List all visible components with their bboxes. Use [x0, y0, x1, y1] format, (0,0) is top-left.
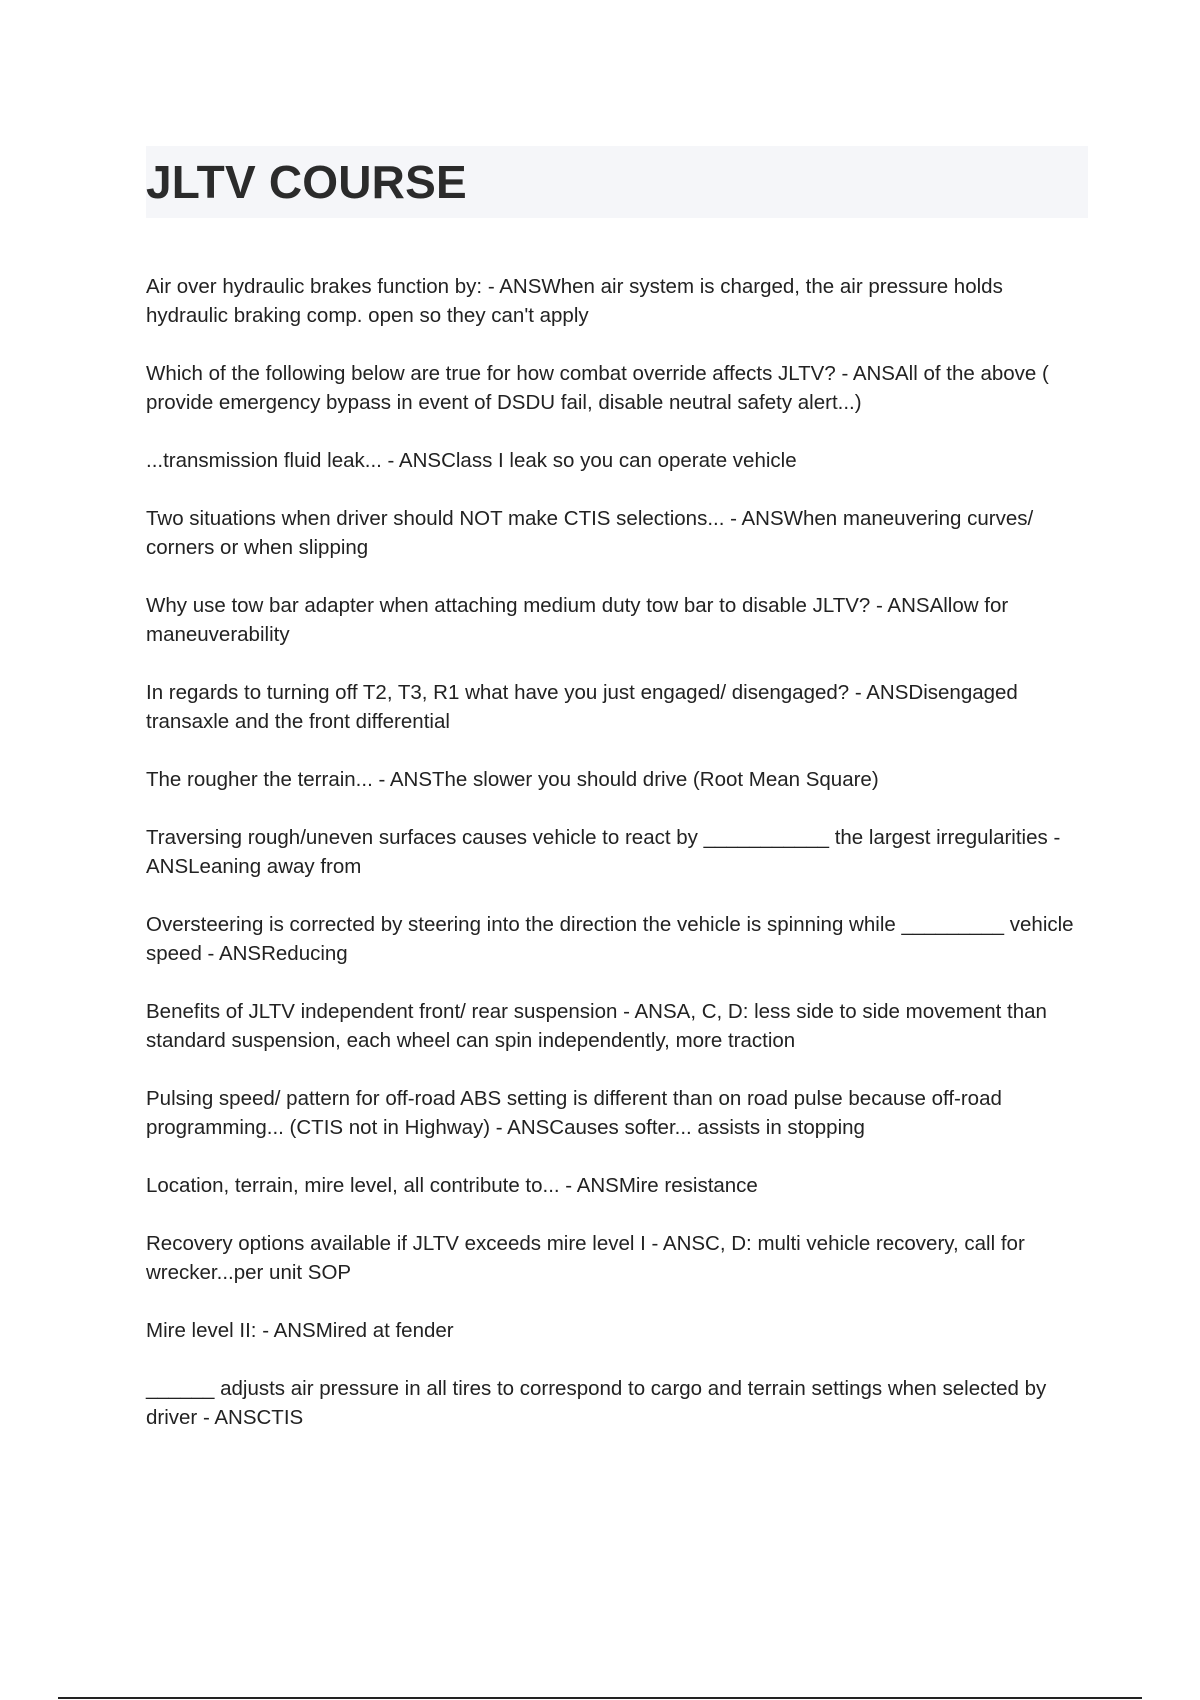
qa-item: Recovery options available if JLTV exceeds mire level I - ANSC, D: multi vehicle recovery, call for wrecker...per unit SOP — [146, 1232, 1025, 1284]
qa-item: Pulsing speed/ pattern for off-road ABS setting is different than on road pulse because off-road programming... (CTIS not in Highway) - ANSCauses softer... assists in stopping — [146, 1087, 1002, 1139]
footer-divider — [58, 1697, 1142, 1699]
qa-item: ______ adjusts air pressure in all tires to correspond to cargo and terrain settings when selected by driver - ANSCTIS — [146, 1377, 1047, 1429]
qa-item: ...transmission fluid leak... - ANSClass I leak so you can operate vehicle — [146, 449, 797, 472]
qa-item: The rougher the terrain... - ANSThe slower you should drive (Root Mean Square) — [146, 768, 879, 791]
qa-item: Why use tow bar adapter when attaching medium duty tow bar to disable JLTV? - ANSAllow for maneuverability — [146, 594, 1009, 646]
qa-item: Which of the following below are true for how combat override affects JLTV? - ANSAll of the above ( provide emergency bypass in event of DSDU fail, disable neutral safety alert...) — [146, 362, 1049, 414]
qa-item: Traversing rough/uneven surfaces causes vehicle to react by ___________ the largest irregularities - ANSLeaning away from — [146, 826, 1061, 878]
qa-item: Oversteering is corrected by steering into the direction the vehicle is spinning while _________ vehicle speed - ANSReducing — [146, 913, 1074, 965]
qa-item: Two situations when driver should NOT make CTIS selections... - ANSWhen maneuvering curves/ corners or when slipping — [146, 507, 1034, 559]
qa-item: In regards to turning off T2, T3, R1 what have you just engaged/ disengaged? - ANSDisengaged transaxle and the front differential — [146, 681, 1018, 733]
title-banner — [146, 146, 1088, 218]
page-title: JLTV COURSE — [146, 156, 467, 208]
qa-item: Mire level II: - ANSMired at fender — [146, 1319, 454, 1342]
qa-item: Location, terrain, mire level, all contribute to... - ANSMire resistance — [146, 1174, 758, 1197]
qa-list — [146, 272, 1088, 1461]
qa-item: Air over hydraulic brakes function by: - ANSWhen air system is charged, the air pressure holds hydraulic braking comp. open so they can't apply — [146, 275, 1003, 327]
qa-item: Benefits of JLTV independent front/ rear suspension - ANSA, C, D: less side to side movement than standard suspension, each wheel can spin independently, more traction — [146, 1000, 1047, 1052]
